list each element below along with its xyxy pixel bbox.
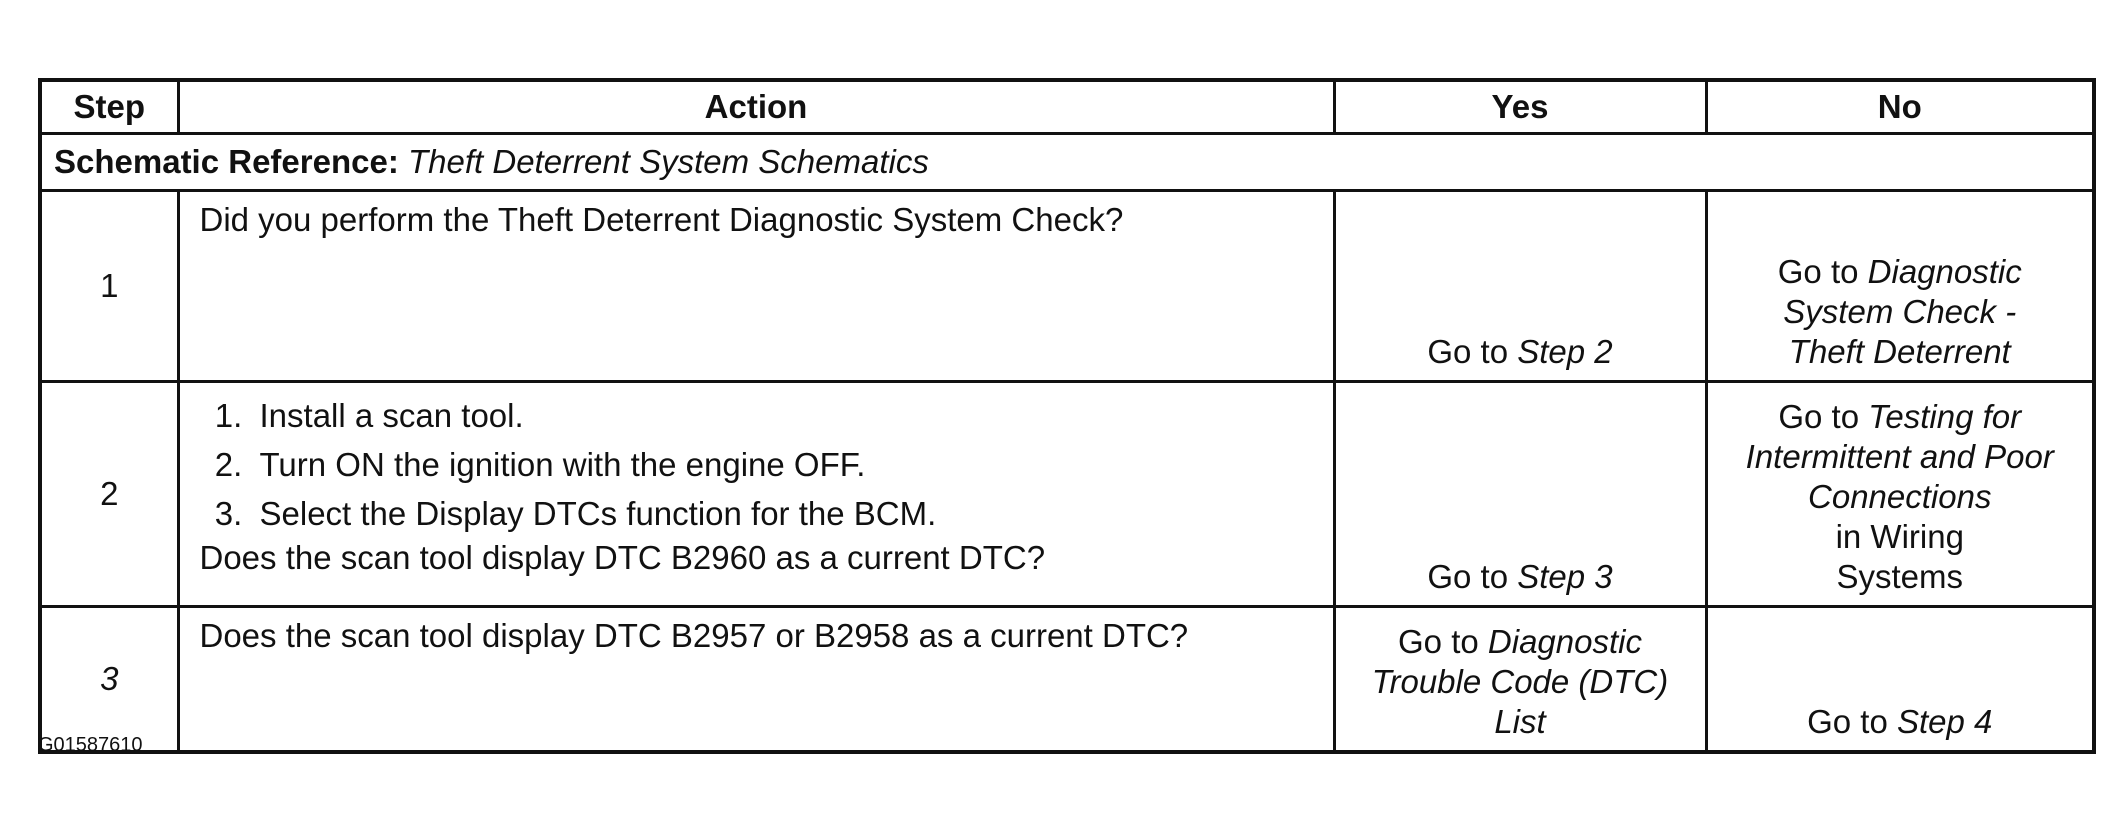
no-prefix: Go to xyxy=(1807,703,1888,740)
header-no: No xyxy=(1706,80,2094,134)
action-step-item: 1. Install a scan tool. xyxy=(252,391,1333,440)
header-step: Step xyxy=(40,80,178,134)
no-link-part[interactable]: Diagnostic xyxy=(1867,253,2022,290)
no-prefix: Go to xyxy=(1777,253,1859,290)
step-number: 2 xyxy=(40,382,178,607)
yes-link-part[interactable]: Trouble Code (DTC) xyxy=(1371,663,1669,700)
step-number: 3 xyxy=(40,607,178,753)
no-suffix: Systems xyxy=(1836,558,1964,595)
action-step-item: 3. Select the Display DTCs function for the BCM. xyxy=(252,489,1333,538)
header-yes: Yes xyxy=(1334,80,1706,134)
yes-cell xyxy=(1334,382,1706,607)
yes-cell xyxy=(1334,191,1706,382)
no-cell xyxy=(1706,191,2094,382)
no-link-part[interactable]: Connections xyxy=(1808,478,1992,515)
step-number: 1 xyxy=(40,191,178,382)
yes-cell xyxy=(1334,607,1706,753)
action-question: Did you perform the Theft Deterrent Diagnostic System Check? xyxy=(199,201,1124,238)
yes-link-part[interactable]: List xyxy=(1494,703,1546,740)
no-link-part[interactable]: System Check - xyxy=(1783,293,2017,330)
yes-prefix: Go to xyxy=(1427,333,1509,370)
table-row xyxy=(40,607,2094,753)
action-cell xyxy=(178,382,1334,607)
header-action: Action xyxy=(178,80,1334,134)
schematic-reference-row xyxy=(40,134,2094,191)
action-cell xyxy=(178,607,1334,753)
yes-prefix: Go to xyxy=(1427,558,1509,595)
no-cell xyxy=(1706,607,2094,753)
no-suffix: in Wiring xyxy=(1835,518,1964,555)
figure-code: G01587610 xyxy=(38,734,143,756)
no-link[interactable]: Step 4 xyxy=(1896,703,1993,740)
yes-link-part[interactable]: Diagnostic xyxy=(1487,623,1642,660)
action-steps-list xyxy=(200,391,1333,538)
table-row xyxy=(40,382,2094,607)
action-step-item: 2. Turn ON the ignition with the engine OFF. xyxy=(252,440,1333,489)
yes-prefix: Go to xyxy=(1398,623,1479,660)
yes-link[interactable]: Step 3 xyxy=(1517,558,1613,595)
no-prefix: Go to xyxy=(1778,398,1860,435)
schematic-reference-link[interactable]: Theft Deterrent System Schematics xyxy=(408,143,929,180)
no-link-part[interactable]: Theft Deterrent xyxy=(1788,333,2011,370)
action-cell xyxy=(178,191,1334,382)
no-link-part[interactable]: Testing for xyxy=(1868,398,2022,435)
no-cell xyxy=(1706,382,2094,607)
header-row xyxy=(40,80,2094,134)
action-question: Does the scan tool display DTC B2960 as a current DTC? xyxy=(199,539,1046,576)
no-link-part[interactable]: Intermittent and Poor xyxy=(1745,438,2054,475)
diagnostic-table xyxy=(38,78,2096,754)
table-row xyxy=(40,191,2094,382)
action-question: Does the scan tool display DTC B2957 or B2958 as a current DTC? xyxy=(199,617,1189,654)
schematic-reference-label: Schematic Reference: xyxy=(54,143,399,180)
yes-link[interactable]: Step 2 xyxy=(1517,333,1613,370)
schematic-reference-cell xyxy=(40,134,2094,191)
